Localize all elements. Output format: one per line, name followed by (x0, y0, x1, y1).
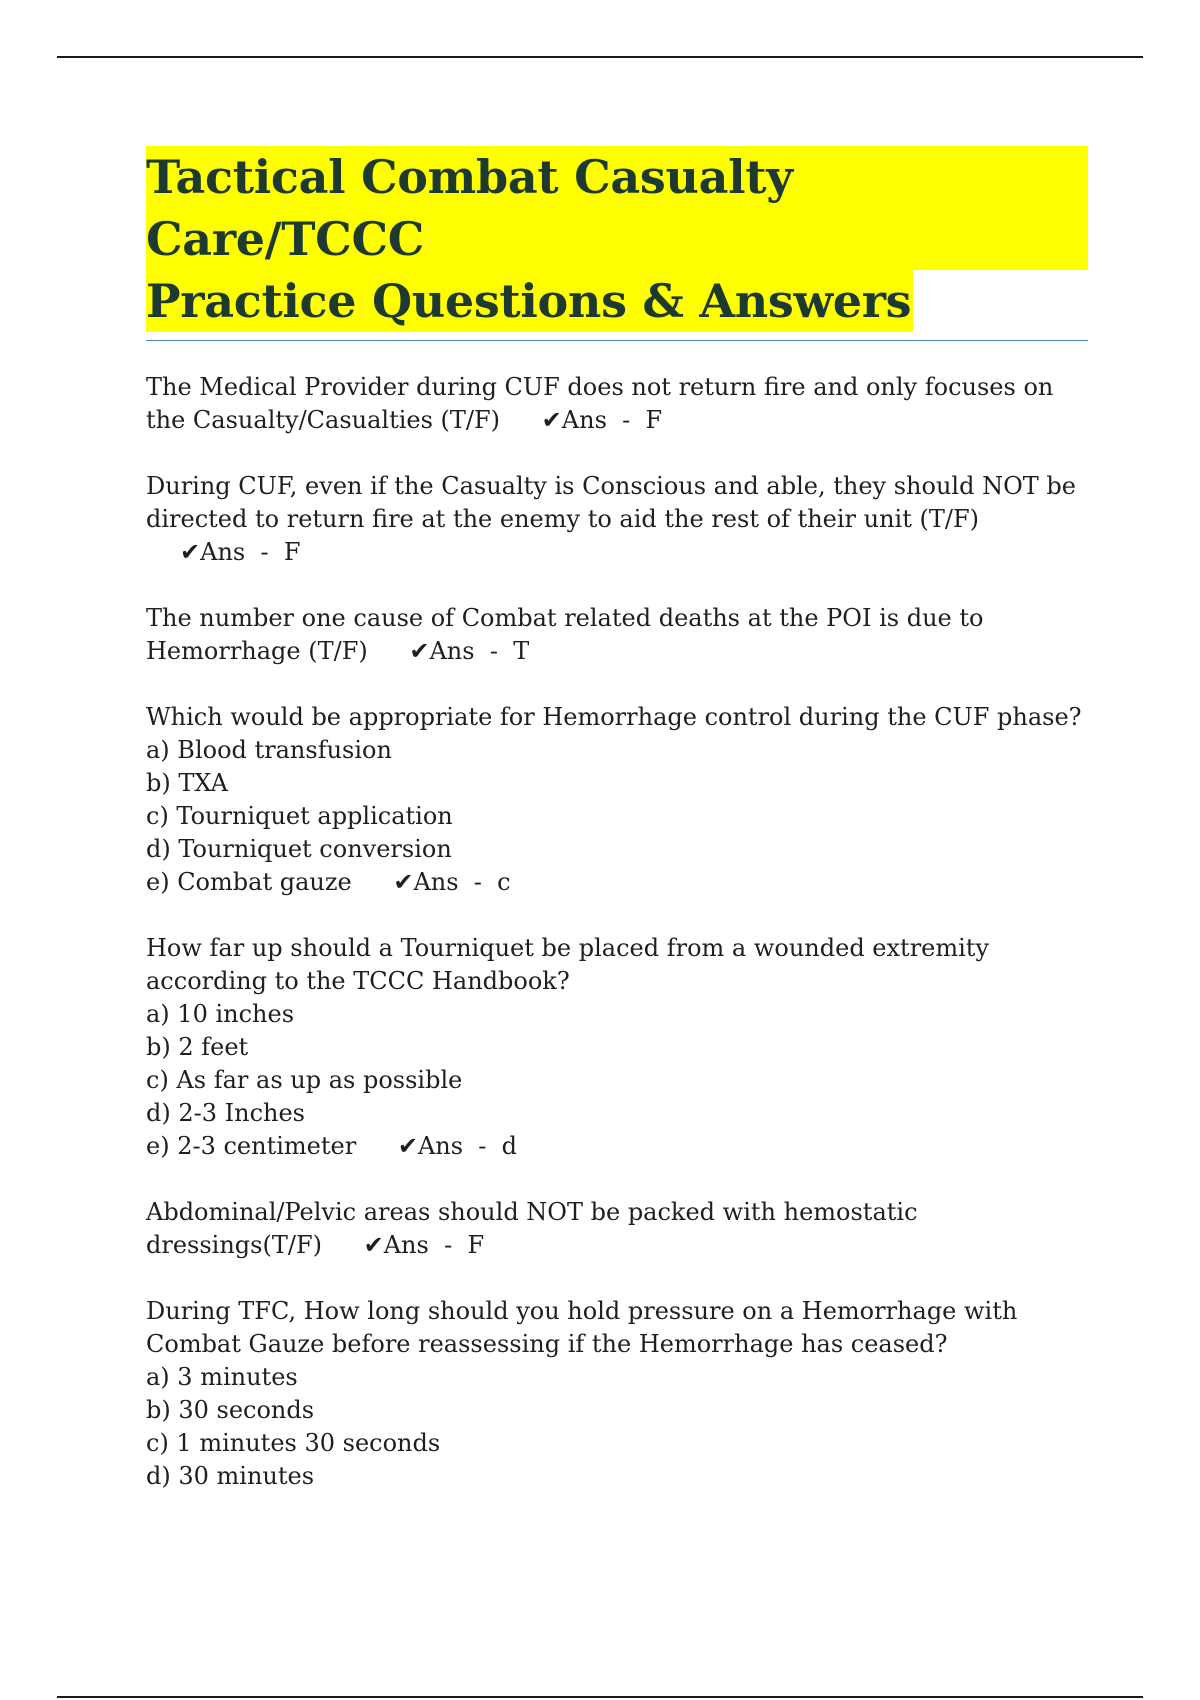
question-text: The number one cause of Combat related deaths at the POI is due to Hemorrhage (T/F) (146, 604, 984, 665)
option-b: b) 2 feet (146, 1033, 249, 1061)
answer-label: ✔Ans - d (397, 1132, 518, 1160)
option-c: c) As far as up as possible (146, 1066, 463, 1094)
option-d: d) 2-3 Inches (146, 1099, 305, 1127)
answer-label: ✔Ans - F (363, 1231, 485, 1259)
title-underline (146, 340, 1088, 341)
option-c: c) 1 minutes 30 seconds (146, 1429, 441, 1457)
option-b: b) 30 seconds (146, 1396, 315, 1424)
option-c: c) Tourniquet application (146, 802, 453, 830)
question-text: How far up should a Tourniquet be placed from a wounded extremity according to the TCCC Handbook? (146, 934, 989, 995)
answer-label: ✔Ans - F (180, 538, 301, 566)
question-text: The Medical Provider during CUF does not return fire and only focuses on the Casualty/Casualties (T/F) (146, 373, 1054, 434)
document-title (146, 146, 1088, 332)
question-text: Which would be appropriate for Hemorrhage control during the CUF phase? (146, 703, 1082, 731)
option-e: e) Combat gauze (146, 868, 352, 896)
option-a: a) Blood transfusion (146, 736, 392, 764)
option-d: d) Tourniquet conversion (146, 835, 452, 863)
option-d: d) 30 minutes (146, 1462, 315, 1490)
question-7 (146, 1295, 1088, 1493)
question-2 (146, 470, 1088, 569)
answer-label: ✔Ans - c (393, 868, 511, 896)
title-line-1: Tactical Combat Casualty Care/TCCC (146, 146, 1088, 270)
last-option-row (146, 866, 1088, 899)
title-line-2: Practice Questions & Answers (146, 270, 913, 332)
page-top-rule (57, 56, 1143, 58)
option-e: e) 2-3 centimeter (146, 1132, 357, 1160)
answer-label: ✔Ans - F (541, 406, 663, 434)
question-1 (146, 371, 1088, 437)
option-a: a) 3 minutes (146, 1363, 298, 1391)
answer-label: ✔Ans - T (409, 637, 530, 665)
question-6 (146, 1196, 1088, 1262)
option-b: b) TXA (146, 769, 228, 797)
option-a: a) 10 inches (146, 1000, 295, 1028)
last-option-row (146, 1130, 1088, 1163)
question-text: During CUF, even if the Casualty is Conscious and able, they should NOT be directed to return fire at the enemy to aid the rest of their unit (T/F) (146, 472, 1076, 533)
question-text: During TFC, How long should you hold pressure on a Hemorrhage with Combat Gauze before reassessing if the Hemorrhage has ceased? (146, 1297, 1018, 1358)
question-text: Abdominal/Pelvic areas should NOT be packed with hemostatic dressings(T/F) (146, 1198, 918, 1259)
question-4 (146, 701, 1088, 899)
question-3 (146, 602, 1088, 668)
question-list (146, 371, 1088, 1493)
document-body (146, 146, 1088, 1493)
page-bottom-rule (57, 1696, 1143, 1698)
question-5 (146, 932, 1088, 1163)
